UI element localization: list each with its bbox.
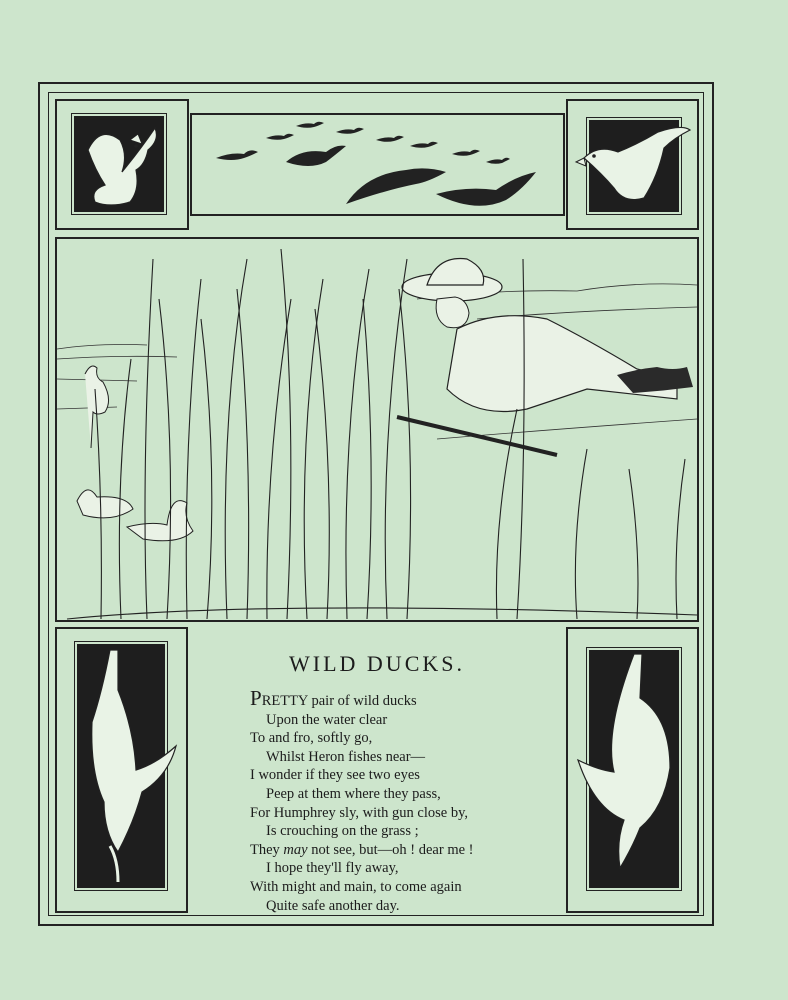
poem-line <box>250 686 474 711</box>
flying-ducks-flock-icon <box>196 116 556 216</box>
poem-line-text: They <box>250 841 284 858</box>
hanging-duck-left-icon <box>70 646 180 896</box>
poem-line: Peep at them where they pass, <box>266 785 441 802</box>
poem-line: I hope they'll fly away, <box>266 860 399 877</box>
hanging-duck-right-icon <box>574 650 684 900</box>
poem-line <box>250 841 474 860</box>
poem-line: To and fro, softly go, <box>250 730 373 747</box>
poem-title: WILD DUCKS. <box>289 651 465 676</box>
poem-line: I wonder if they see two eyes <box>250 767 420 784</box>
reed-scene-illustration <box>57 239 697 619</box>
poem-emphasis: may <box>283 841 308 858</box>
poem-line: Quite safe another day. <box>266 897 400 914</box>
drop-cap: P <box>250 686 262 710</box>
poem-line: Whilst Heron fishes near— <box>266 748 426 765</box>
duck-right-icon <box>574 118 694 218</box>
poem-lines <box>250 686 474 915</box>
poem-line: Upon the water clear <box>266 711 388 728</box>
duck-left-icon <box>70 110 170 220</box>
poem-line-text: not see, but—oh ! dear me ! <box>307 841 474 858</box>
poem-line: With might and main, to come again <box>250 878 462 895</box>
poem-line: For Humphrey sly, with gun close by, <box>250 804 469 821</box>
poem-block <box>188 627 566 913</box>
poem-line-text: RETTY pair of wild ducks <box>261 693 417 709</box>
poem-line: Is crouching on the grass ; <box>266 823 419 840</box>
